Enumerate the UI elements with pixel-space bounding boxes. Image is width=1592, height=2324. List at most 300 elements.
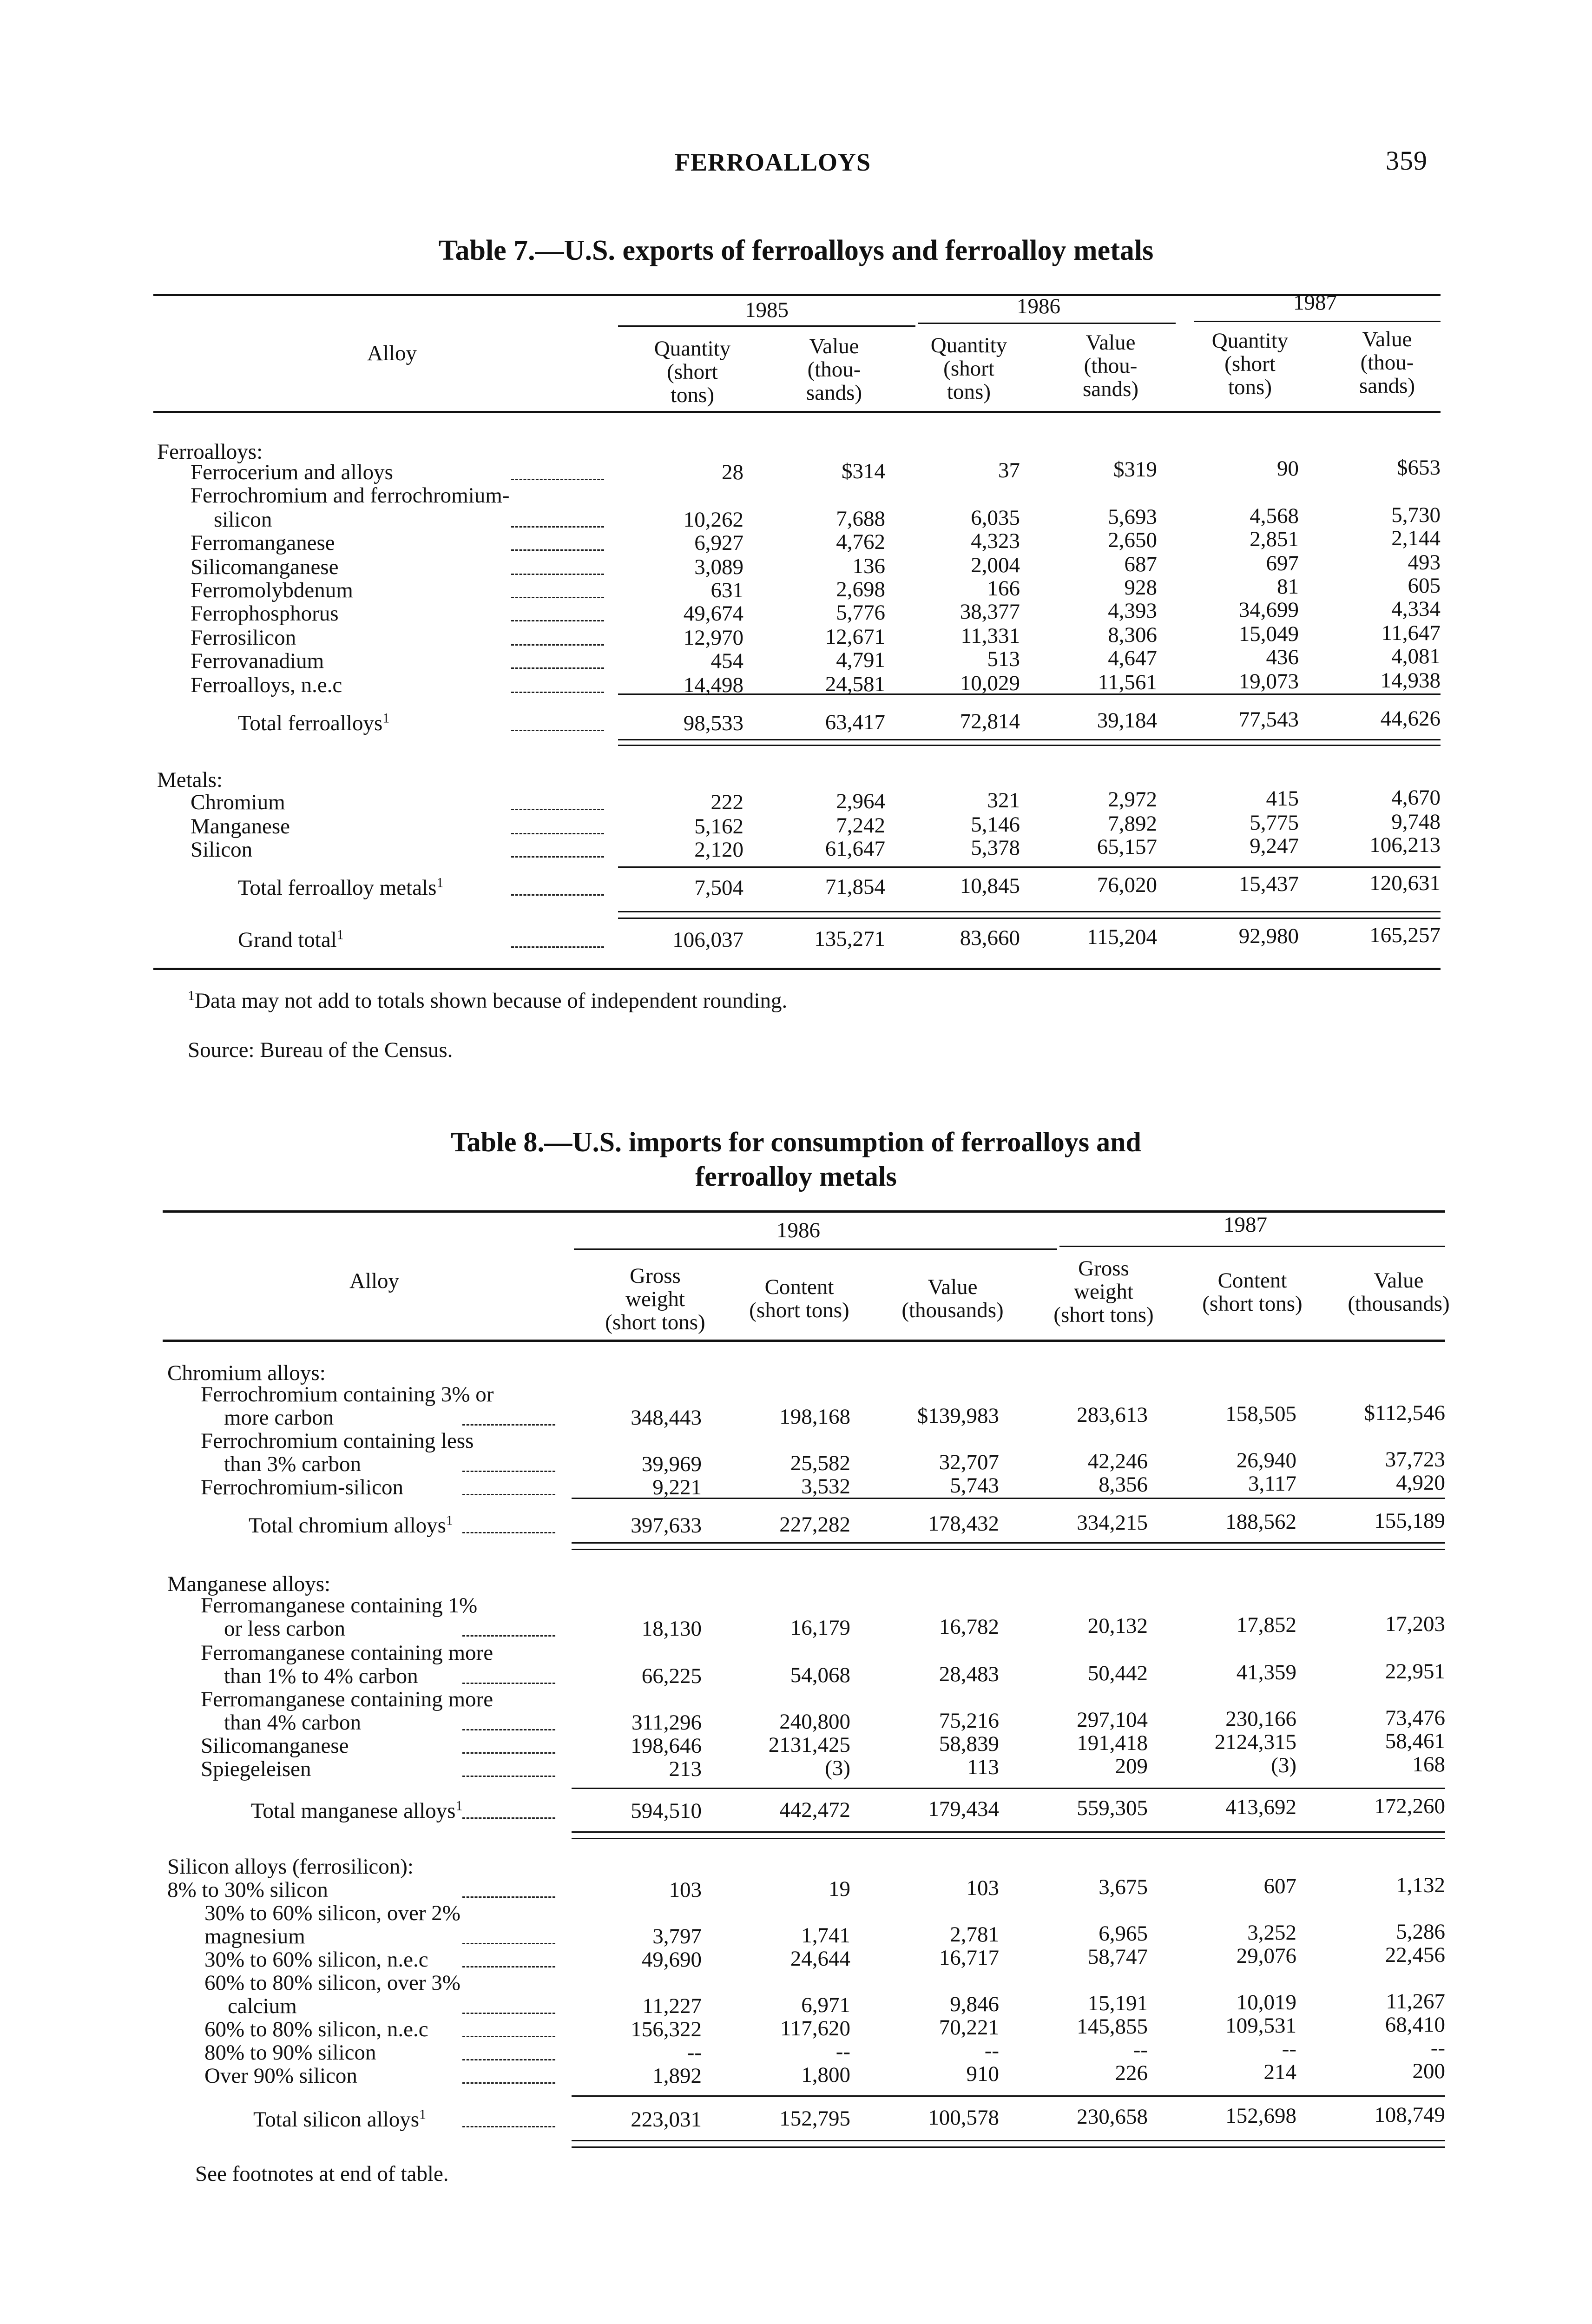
table8-col-head: Content (short tons): [1202, 1268, 1303, 1316]
row-leader: [511, 894, 604, 896]
table-cell: 66,225: [641, 1664, 702, 1688]
table-cell: 3,117: [1248, 1472, 1296, 1496]
row-label: Ferromanganese containing more: [201, 1687, 493, 1711]
row-leader: [511, 856, 604, 858]
table-cell: 178,432: [928, 1512, 999, 1536]
table-cell: 227,282: [779, 1512, 850, 1537]
table-cell: 191,418: [1077, 1731, 1148, 1755]
table-cell: 5,743: [950, 1473, 999, 1498]
row-leader: [511, 574, 604, 575]
table7-source: Source: Bureau of the Census.: [188, 1038, 453, 1062]
table-cell: 11,267: [1386, 1989, 1445, 2014]
table-cell: 15,191: [1087, 1991, 1148, 2015]
table7-section-metals: Metals:: [157, 768, 223, 792]
table-cell: 152,795: [779, 2106, 850, 2131]
table8-section-silicon: Silicon alloys (ferrosilicon):: [167, 1855, 414, 1879]
table-cell: 22,951: [1385, 1659, 1445, 1684]
table-cell: 38,377: [960, 600, 1020, 624]
table-cell: 120,631: [1369, 871, 1441, 895]
row-label: Ferromanganese containing more: [201, 1641, 493, 1665]
table-cell: 168: [1412, 1752, 1445, 1776]
table-cell: 90: [1277, 456, 1299, 481]
table-cell: 8,306: [1108, 623, 1157, 647]
table-cell: 179,434: [928, 1797, 999, 1821]
table-cell: 283,613: [1077, 1403, 1148, 1427]
table-cell: 209: [1115, 1754, 1148, 1778]
row-label: Total ferroalloys$^1$: [238, 710, 390, 735]
table8-rule: [572, 2146, 1445, 2148]
table-cell: 15,437: [1238, 872, 1299, 896]
row-label: Chromium: [191, 790, 285, 814]
table7-rule: [618, 693, 1441, 695]
row-label: Spiegeleisen: [201, 1757, 311, 1781]
table-cell: $319: [1113, 457, 1157, 482]
table-cell: 6,035: [971, 506, 1020, 530]
table-cell: 152,698: [1225, 2104, 1296, 2128]
table-cell: $653: [1397, 456, 1441, 480]
row-leader: [511, 644, 604, 646]
table-cell: 81: [1277, 574, 1299, 599]
row-label: Total silicon alloys$^1$: [253, 2106, 426, 2132]
row-label: Total ferroalloy metals$^1$: [238, 875, 444, 900]
table8-year-1987: 1987: [1224, 1213, 1267, 1237]
table-cell: 2,972: [1108, 787, 1157, 812]
table-cell: 58,461: [1385, 1729, 1445, 1753]
row-label: Ferromanganese containing 1%: [201, 1593, 478, 1618]
table-cell: 11,227: [642, 1994, 702, 2018]
table-cell: 7,504: [694, 876, 743, 900]
table-cell: 9,748: [1391, 810, 1441, 834]
table-cell: 697: [1266, 551, 1299, 575]
table-cell: 103: [669, 1878, 702, 1902]
row-leader: [462, 1635, 555, 1637]
row-leader: [511, 597, 604, 598]
table-cell: --: [1133, 2038, 1148, 2062]
row-leader: [462, 2082, 555, 2084]
row-label: than 1% to 4% carbon: [224, 1664, 418, 1688]
row-label: Ferrochromium containing 3% or: [201, 1382, 494, 1406]
table-cell: 166: [987, 576, 1020, 601]
table-cell: 65,157: [1097, 835, 1157, 859]
table-cell: 4,081: [1391, 644, 1441, 668]
row-leader: [511, 620, 604, 621]
table-cell: 61,647: [825, 837, 885, 861]
row-leader: [462, 1424, 555, 1426]
table-cell: 348,443: [631, 1406, 702, 1430]
row-leader: [462, 1752, 555, 1754]
row-label: Manganese: [191, 814, 290, 838]
table-cell: 68,410: [1385, 2013, 1445, 2037]
table-cell: 10,262: [683, 508, 743, 532]
table-cell: 2,851: [1250, 527, 1299, 551]
table-cell: 2,781: [950, 1922, 999, 1947]
table7-col-head: Quantity (short tons): [930, 333, 1007, 404]
table-cell: 5,378: [971, 836, 1020, 860]
row-label: Ferromanganese: [191, 531, 335, 555]
table-cell: 113: [967, 1755, 999, 1779]
table-cell: 108,749: [1374, 2103, 1445, 2127]
table-cell: 559,305: [1077, 1796, 1148, 1820]
row-label: more carbon: [224, 1406, 334, 1430]
table-cell: 6,971: [801, 1993, 850, 2017]
table8-rule: [572, 1549, 1445, 1550]
table-cell: 687: [1124, 552, 1157, 576]
table8-head-rule: [163, 1340, 1445, 1342]
table-cell: 39,969: [641, 1452, 702, 1476]
table-cell: 334,215: [1077, 1511, 1148, 1535]
row-label: Silicomanganese: [201, 1734, 349, 1758]
row-label: Ferrochromium-silicon: [201, 1475, 403, 1499]
table-cell: 29,076: [1236, 1944, 1296, 1968]
table7-col-head: Quantity (short tons): [1211, 329, 1289, 399]
table7-col-head: Value (thou- sands): [806, 334, 862, 405]
table-cell: 214: [1263, 2060, 1296, 2084]
row-label: 30% to 60% silicon, over 2%: [204, 1901, 460, 1925]
table-cell: 2,144: [1391, 526, 1441, 550]
table8-year-rule-1986: [574, 1248, 1057, 1250]
table7-year-rule-1987: [1194, 321, 1441, 322]
table7-rule: [618, 745, 1441, 746]
table-cell: 19,073: [1238, 669, 1299, 693]
table-cell: --: [1282, 2037, 1296, 2061]
table8-see-footnotes: See footnotes at end of table.: [195, 2162, 449, 2186]
table-cell: (3): [1271, 1753, 1296, 1777]
table7-year-1985: 1985: [745, 298, 789, 322]
row-label: Over 90% silicon: [204, 2064, 357, 2088]
row-label: than 4% carbon: [224, 1710, 361, 1735]
table-cell: 16,717: [939, 1946, 999, 1970]
row-leader: [462, 1817, 555, 1819]
table7-rule: [618, 739, 1441, 740]
row-leader: [511, 730, 604, 731]
row-label: Silicomanganese: [191, 555, 339, 579]
row-label: Ferrochromium and ferrochromium-: [191, 483, 510, 508]
table-cell: 7,892: [1108, 812, 1157, 836]
table-cell: 106,213: [1369, 833, 1441, 857]
table7-col-head: Quantity (short tons): [654, 337, 731, 407]
table8-title-line2: ferroalloy metals: [695, 1161, 897, 1192]
row-leader: [511, 692, 604, 693]
row-leader: [462, 1683, 555, 1684]
table8-col-head: Content (short tons): [749, 1275, 849, 1322]
table-cell: $139,983: [917, 1404, 999, 1428]
table-cell: --: [1430, 2036, 1445, 2060]
table-cell: 3,675: [1099, 1875, 1148, 1899]
table-cell: 11,331: [960, 624, 1020, 648]
row-label: Grand total$^1$: [238, 927, 344, 952]
row-leader: [511, 809, 604, 810]
table-cell: 145,855: [1077, 2014, 1148, 2039]
table-cell: 297,104: [1077, 1708, 1148, 1732]
row-label: Ferrophosphorus: [191, 601, 339, 626]
table-cell: 2,698: [836, 577, 885, 601]
table-cell: 2131,425: [768, 1733, 850, 1757]
table7-rule: [618, 911, 1441, 912]
table-cell: 230,658: [1077, 2105, 1148, 2129]
table-cell: 11,561: [1098, 670, 1157, 694]
table-cell: 58,839: [939, 1732, 999, 1756]
table-cell: 14,498: [683, 673, 743, 697]
table7-title: Table 7.—U.S. exports of ferroalloys and ferroalloy metals: [438, 235, 1154, 266]
table-cell: 28,483: [939, 1662, 999, 1686]
table-cell: 41,359: [1236, 1660, 1296, 1684]
table-cell: 26,940: [1236, 1448, 1296, 1472]
page-number: 359: [1386, 145, 1428, 176]
table-cell: 10,029: [960, 671, 1020, 695]
table-cell: 49,690: [641, 1948, 702, 1972]
table8-year-1986: 1986: [776, 1218, 820, 1242]
table7-top-rule: [153, 294, 1441, 296]
table-cell: 18,130: [641, 1617, 702, 1641]
table-cell: 415: [1266, 786, 1299, 811]
table-cell: 4,323: [971, 529, 1020, 553]
table-cell: 607: [1263, 1874, 1296, 1898]
table7-bottom-rule: [153, 968, 1441, 970]
row-leader: [511, 479, 604, 480]
row-label: 60% to 80% silicon, over 3%: [204, 1971, 460, 1995]
row-leader: [462, 1729, 555, 1730]
table8-rule: [572, 1498, 1445, 1499]
row-label: Silicon: [191, 838, 253, 862]
table-cell: 9,247: [1250, 834, 1299, 858]
table-cell: 2,650: [1108, 528, 1157, 552]
table-cell: 198,646: [631, 1734, 702, 1758]
table-cell: 42,246: [1087, 1449, 1148, 1473]
table8-alloy-header: Alloy: [349, 1269, 400, 1293]
table-cell: 442,472: [779, 1798, 850, 1822]
row-leader: [462, 1776, 555, 1777]
row-label: 8% to 30% silicon: [167, 1878, 328, 1902]
table-cell: 158,505: [1225, 1402, 1296, 1426]
table8-year-rule-1987: [1059, 1246, 1445, 1247]
table-cell: 2,964: [836, 789, 885, 813]
table8-rule: [572, 1838, 1445, 1839]
table-cell: --: [687, 2040, 702, 2065]
table-cell: 3,252: [1247, 1921, 1296, 1945]
table-cell: 117,620: [780, 2016, 850, 2040]
table7-col-head: Value (thou- sands): [1082, 330, 1139, 401]
table-cell: 240,800: [779, 1710, 850, 1734]
table-cell: 6,965: [1099, 1921, 1148, 1946]
table-cell: 4,568: [1250, 504, 1299, 528]
table-cell: 136: [852, 554, 885, 578]
table-cell: 172,260: [1374, 1794, 1445, 1818]
table8-col-head: Value (thousands): [901, 1275, 1004, 1322]
table-cell: 77,543: [1238, 707, 1299, 732]
table-cell: 1,892: [652, 2064, 702, 2088]
table-cell: 493: [1408, 550, 1441, 574]
row-label: Ferrovanadium: [191, 649, 324, 673]
table-cell: 3,532: [801, 1474, 850, 1499]
row-leader: [462, 1943, 555, 1944]
table-cell: 198,168: [779, 1405, 850, 1429]
table-cell: $314: [842, 459, 885, 483]
table-cell: 631: [710, 578, 743, 602]
table-cell: 100,578: [928, 2106, 999, 2130]
table-cell: 37: [998, 458, 1020, 482]
table-cell: 594,510: [631, 1799, 702, 1823]
row-leader: [511, 667, 604, 669]
row-label: than 3% carbon: [224, 1452, 361, 1476]
table-cell: 63,417: [825, 710, 885, 734]
table7-head-rule: [153, 411, 1441, 413]
table7-year-rule-1986: [918, 323, 1176, 324]
table-cell: 44,626: [1380, 706, 1441, 731]
table-cell: 37,723: [1385, 1447, 1445, 1472]
table7-col-head: Value (thou- sands): [1359, 327, 1415, 398]
table-cell: 75,216: [939, 1709, 999, 1733]
table-cell: 10,845: [960, 874, 1020, 898]
table-cell: 3,089: [694, 555, 743, 579]
table-cell: 17,203: [1385, 1612, 1445, 1636]
table7-section-ferroalloys: Ferroalloys:: [157, 440, 263, 464]
table-cell: 39,184: [1097, 708, 1157, 733]
row-leader: [462, 2126, 555, 2127]
row-label: calcium: [228, 1994, 297, 2018]
table8-section-manganese: Manganese alloys:: [167, 1572, 331, 1596]
table-cell: 14,938: [1380, 668, 1441, 693]
table-cell: 513: [987, 647, 1020, 671]
table-cell: 5,776: [836, 601, 885, 625]
table-cell: 8,356: [1099, 1472, 1148, 1497]
table-cell: 9,221: [652, 1475, 702, 1499]
table-cell: 16,179: [790, 1616, 850, 1640]
table8-section-chromium: Chromium alloys:: [167, 1361, 326, 1385]
table-cell: 223,031: [631, 2107, 702, 2132]
table-cell: 28: [722, 460, 743, 484]
table-cell: 4,393: [1108, 599, 1157, 623]
table-cell: 311,296: [631, 1710, 702, 1735]
table-cell: 15,049: [1238, 622, 1299, 646]
row-label: 30% to 60% silicon, n.e.c: [204, 1948, 428, 1972]
row-label: or less carbon: [224, 1617, 346, 1641]
table-cell: 230,166: [1225, 1707, 1296, 1731]
row-label: Ferroalloys, n.e.c: [191, 673, 342, 697]
table-cell: 9,846: [950, 1992, 999, 2016]
table-cell: 213: [669, 1757, 702, 1781]
table-cell: 103: [966, 1876, 999, 1900]
table-cell: 135,271: [814, 927, 885, 951]
table8-rule: [572, 1542, 1445, 1544]
table-cell: 49,674: [683, 601, 743, 626]
table-cell: 5,146: [971, 812, 1020, 837]
table-cell: 4,762: [836, 530, 885, 554]
table8-col-head: Gross weight (short tons): [605, 1264, 705, 1334]
row-leader: [462, 1966, 555, 1967]
row-label: silicon: [214, 508, 272, 532]
table-cell: 910: [966, 2062, 999, 2086]
table-cell: 454: [710, 649, 743, 673]
table8-rule: [572, 2095, 1445, 2097]
row-label: Ferrosilicon: [191, 626, 296, 650]
table-cell: 2124,315: [1214, 1730, 1296, 1754]
table-cell: 5,162: [694, 814, 743, 838]
table-cell: 4,670: [1391, 786, 1441, 810]
row-label: 60% to 80% silicon, n.e.c: [204, 2017, 428, 2041]
table-cell: 24,581: [825, 672, 885, 696]
table-cell: 10,019: [1236, 1990, 1296, 2014]
table-cell: 92,980: [1238, 924, 1299, 948]
table-cell: $112,546: [1364, 1401, 1445, 1425]
table-cell: 5,730: [1391, 503, 1441, 527]
table-cell: 5,693: [1108, 505, 1157, 529]
table-cell: 2,004: [971, 553, 1020, 577]
table8-title: [0, 1125, 1592, 1194]
running-title: FERROALLOYS: [675, 148, 871, 176]
row-leader: [462, 1896, 555, 1898]
table-cell: --: [984, 2039, 999, 2063]
table-cell: 12,671: [825, 625, 885, 649]
row-leader: [511, 946, 604, 948]
row-label: Total manganese alloys$^1$: [251, 1798, 463, 1823]
row-label: Ferrochromium containing less: [201, 1429, 474, 1453]
table-cell: 83,660: [960, 926, 1020, 950]
table-cell: 436: [1266, 645, 1299, 669]
table-cell: 1,741: [801, 1923, 850, 1948]
table-cell: 22,456: [1385, 1943, 1445, 1967]
row-leader: [462, 1494, 555, 1495]
table-cell: 24,644: [790, 1947, 850, 1971]
row-label: 80% to 90% silicon: [204, 2040, 376, 2065]
table8-col-head: Gross weight (short tons): [1053, 1256, 1154, 1327]
table-cell: --: [835, 2040, 850, 2064]
table-cell: 2,120: [694, 838, 743, 862]
table7-alloy-header: Alloy: [367, 341, 417, 365]
row-leader: [462, 2013, 555, 2014]
table-cell: 605: [1408, 574, 1441, 598]
table-cell: 12,970: [683, 626, 743, 650]
table8-col-head: Value (thousands): [1348, 1268, 1450, 1316]
table-cell: 11,647: [1381, 621, 1441, 645]
table-cell: 1,132: [1396, 1873, 1445, 1897]
row-label: Ferrocerium and alloys: [191, 460, 393, 484]
table7-year-rule-1985: [618, 325, 915, 327]
row-leader: [462, 2036, 555, 2037]
table-cell: 156,322: [631, 2017, 702, 2041]
table-cell: 50,442: [1087, 1661, 1148, 1685]
table-cell: 98,533: [683, 711, 743, 735]
table-cell: 4,920: [1396, 1471, 1445, 1495]
table7-year-1987: 1987: [1293, 290, 1337, 315]
table-cell: 25,582: [790, 1451, 850, 1475]
table-cell: 76,020: [1097, 873, 1157, 897]
row-leader: [462, 1532, 555, 1533]
row-leader: [462, 2059, 555, 2060]
table7-rule: [618, 918, 1441, 919]
table7-rule: [618, 866, 1441, 868]
row-leader: [511, 549, 604, 551]
row-leader: [511, 833, 604, 834]
table7-year-1986: 1986: [1017, 294, 1060, 318]
table-cell: 165,257: [1369, 923, 1441, 947]
table7-footnote: $^1$Data may not add to totals shown because of independent rounding.: [188, 988, 788, 1013]
table-cell: 4,791: [836, 648, 885, 672]
table-cell: 71,854: [825, 875, 885, 899]
table-cell: 3,797: [652, 1924, 702, 1948]
table8-title-line1: Table 8.—U.S. imports for consumption of ferroalloys and: [451, 1127, 1141, 1157]
table-cell: 17,852: [1236, 1613, 1296, 1637]
row-leader: [511, 526, 604, 528]
table-cell: 54,068: [790, 1663, 850, 1687]
row-label: Total chromium alloys$^1$: [249, 1512, 453, 1538]
row-label: magnesium: [204, 1924, 305, 1948]
row-leader: [462, 1471, 555, 1472]
table-cell: 16,782: [939, 1615, 999, 1639]
table-cell: 58,747: [1087, 1945, 1148, 1969]
table-cell: 70,221: [939, 2015, 999, 2040]
table-cell: 155,189: [1374, 1509, 1445, 1533]
table-cell: 5,775: [1250, 811, 1299, 835]
